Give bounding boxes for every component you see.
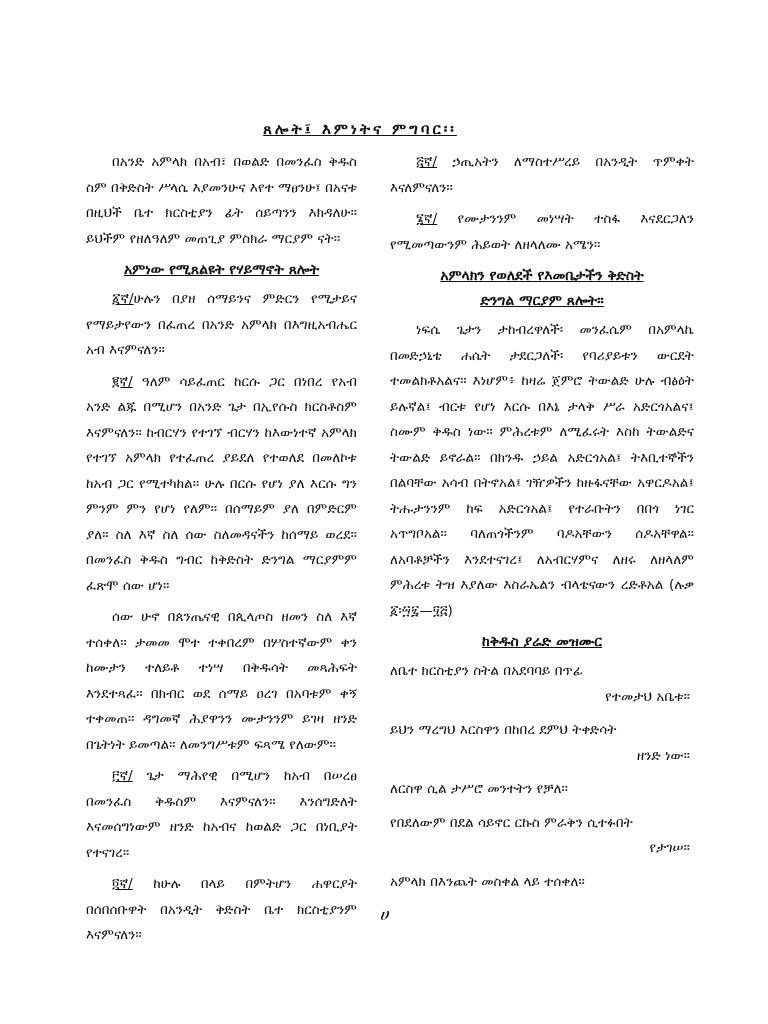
- prayer-text: ነፍሴ ጌታን ታከብረዋለች፡ መንፈሴም በአምላኬ በመድኃኒቴ ሐሴት ታደርጋለች፡ የባሪያይቱን ውርደት ተመልክቶአልና፡፡ እነሆም፥ ከዛሬ ጀምሮ ትውልድ ሁሉ ብፅዕት ይሉኛል፤ ብርቱ የሆነ እርሱ በእኔ ታላቅ ሥራ አድርጎአልና፤ ስሙም ቅዱስ ነው፡፡ ምሕረቱም ለሚፈሩት እስከ ትውልድና ትውልድ ይኖራል፡፡ በክንዱ ኃይል አድርጎአል፤ ትእቢተኞችን በልባቸው አሳብ በትኖአል፤ ገዥዎችን ከዙፋናቸው አዋርዶአል፤ ትሑታንንም ከፍ አድርጎአል፤ የተራቡትን በበጎ ነገር አጥግቦአል፡፡ ባለጠጎችንም ባዶአቸውን ሰዶአቸዋል፡፡ ለአባቶቻችን እንደተናገረ፤ ለአብርሃምና ለዘሩ ለዘላለም ምሕረቱ ትዝ እያለው እስራኤልን ብላቴናውን ረድቶአል: [390, 322, 694, 593]
- creed-paragraph-1: [86, 287, 357, 364]
- item-number: ፩ኛ/: [112, 291, 134, 307]
- mary-prayer-paragraph: [390, 318, 694, 624]
- intro-paragraph: በአንድ አምላክ በአብ፣ በወልድ በመንፈስ ቅዱስ ስም በቅድስት ሥላሴ እያመንሁና እየተ ማፀንሁ፤ በአናቱ በዚህች ቤተ ክርስቲያን ፊት ሰይጣንን እክዳለሁ፡፡ ይህችም የዘለዓለም መጠጊያ ምስክራ ማርያም ናት፡፡: [86, 154, 357, 247]
- heading-line-2: ድንግል ማርያም ጸሎት፡፡: [480, 293, 604, 309]
- creed-paragraph-3: ሰው ሁኖ በጰንጤናዊ በጲላጦስ ዘመን ስለ እኛ ተሰቀለ፡፡ ታመመ ሞተ ተቀበረም በሦስተኛውም ቀን ከሙታን ተለይቶ ተነሣ በቅዱሳት መጻሕፍት እንደተጻፈ፡፡ በክብር ወደ ሰማይ ዐረገ በአባቱም ቀኝ ተቀመጠ፡፡ ዳግመኛ ሕያዋንን ሙታንንም ይገዛ ዘንድ በጌትነት ይመጣል፡፡ ለመንግሥቱም ፍጻሜ የለውም፡፡: [86, 609, 357, 753]
- paragraph-text: ዓለም ሳይፈጠር ከርሱ ጋር በነበረ የአብ አንድ ልጁ በሚሆን በአንድ ጌታ በኢየሱስ ክርስቶስም እናምናለን፡፡ ከብርሃን የተገኘ ብርሃን ከእውነተኛ አምላክ የተገኘ አምላክ የተፈጠረ ያይደለ የተወለደ በመለኮቱ ከአብ ጋር የሚተካከል፡፡ ሁሉ በርሱ የሆነ ያለ እርሱ ግን ምንም ምን የሆነ የለም፡፡ በሰማይም ያለ በምድርም ያለ፡፡ ስለ እኛ ስለ ሰው ስለመዳናችን ከሰማይ ወረደ፡፡ በመንፈስ ቅዱስ ግብር ከቅድስት ድንግል ማርያምም ፈጽሞ ሰው ሆነ፡፡: [86, 373, 357, 594]
- verse-first-part: የበደለውም በደል ሳይኖር ርኩስ ምራቅን ሲተፉበት: [390, 814, 633, 831]
- page-title: ጸሎት፤ እምነትና ምግባር፡፡: [263, 120, 457, 138]
- verse-continuation: ዘንድ ነው፡፡: [636, 747, 690, 764]
- item-number: ፬ኛ/: [112, 876, 133, 892]
- creed-paragraph-2: [86, 370, 357, 600]
- scripture-citation: (ሉቃ ፩፡፵፯—፶፭): [390, 577, 695, 619]
- verse-line: [390, 870, 694, 896]
- item-number: ፪ኛ/: [112, 373, 133, 390]
- verse-line: [390, 659, 694, 710]
- paragraph-text: ከሁሉ በላይ በምትሆን ሐዋርያት በሰበሰቡዋት በአንዲት ቅድስት ቤተ ክርስቲያንም እናምናለን፡፡: [86, 876, 357, 943]
- item-number: ፮ኛ/: [416, 211, 438, 227]
- verse-line: [390, 811, 694, 862]
- verse-first-part: ለርስዋ ሲል ታሥሮ መንተትን የቻለ፡፡: [390, 781, 568, 797]
- creed-paragraph-7: [390, 207, 694, 258]
- paragraph-text: የሙታንንም መነሣት ተስፋ እናደርጋለን የሚመጣውንም ሕይወት ለዘላለሙ አሜን፡፡: [390, 211, 694, 253]
- paragraph-text: ጌታ ማሕየዊ በሚሆን ከአብ በሠረፀ በመንፈስ ቅዱስም እናምናለን፡፡ እንሰግድለት እናመሰግነውም ዘንድ ከአብና ከወልድ ጋር በነቢያት የተናገረ፡፡: [86, 768, 357, 861]
- verse-line: [390, 718, 694, 769]
- heading-line-1: አምላክን የወለደች የእመቤታችን ቅድስት: [440, 268, 644, 284]
- mary-prayer-heading: [390, 264, 694, 314]
- creed-paragraph-4: [86, 764, 357, 866]
- item-number: ፫ኛ/: [112, 768, 133, 784]
- left-column: [86, 150, 357, 955]
- song-heading: ከቅዱስ ያሬድ መዝሙር: [481, 634, 603, 650]
- verse-first-part: ለቤተ ክርስቲያን ስትል በአደባባይ በጥፊ: [390, 663, 583, 679]
- verse-first-part: አምላክ በእንጨት መስቀል ላይ ተሰቀለ፡፡: [390, 873, 585, 890]
- paragraph-text: ሁሉን በያዘ ሰማይንና ምድርን የሚታይና የማይታየውን በፈጠረ በአንድ አምላክ በእግዚአብሔር አብ እናምናለን፡፡: [86, 291, 357, 358]
- page-number: ሀ: [379, 905, 389, 925]
- right-column: [390, 150, 694, 903]
- paragraph-text: ኃጢአትን ለማስተሥረይ በአንዲት ጥምቀት እናለምናለን፡፡: [390, 154, 694, 196]
- verse-continuation: የተመታህ አቤቱ፡፡: [605, 688, 690, 705]
- verse-line: [390, 777, 694, 803]
- verse-continuation: የታገሠ፡፡: [649, 840, 690, 856]
- verse-first-part: ይህን ማረግህ እርስዋን በከበረ ደምህ ትቀድሳት: [390, 722, 617, 738]
- creed-heading: አምነው የሚጸልዩት የሃይማኖት ጸሎት: [123, 262, 320, 278]
- creed-paragraph-6: [390, 150, 694, 201]
- item-number: ፭ኛ/: [416, 154, 438, 170]
